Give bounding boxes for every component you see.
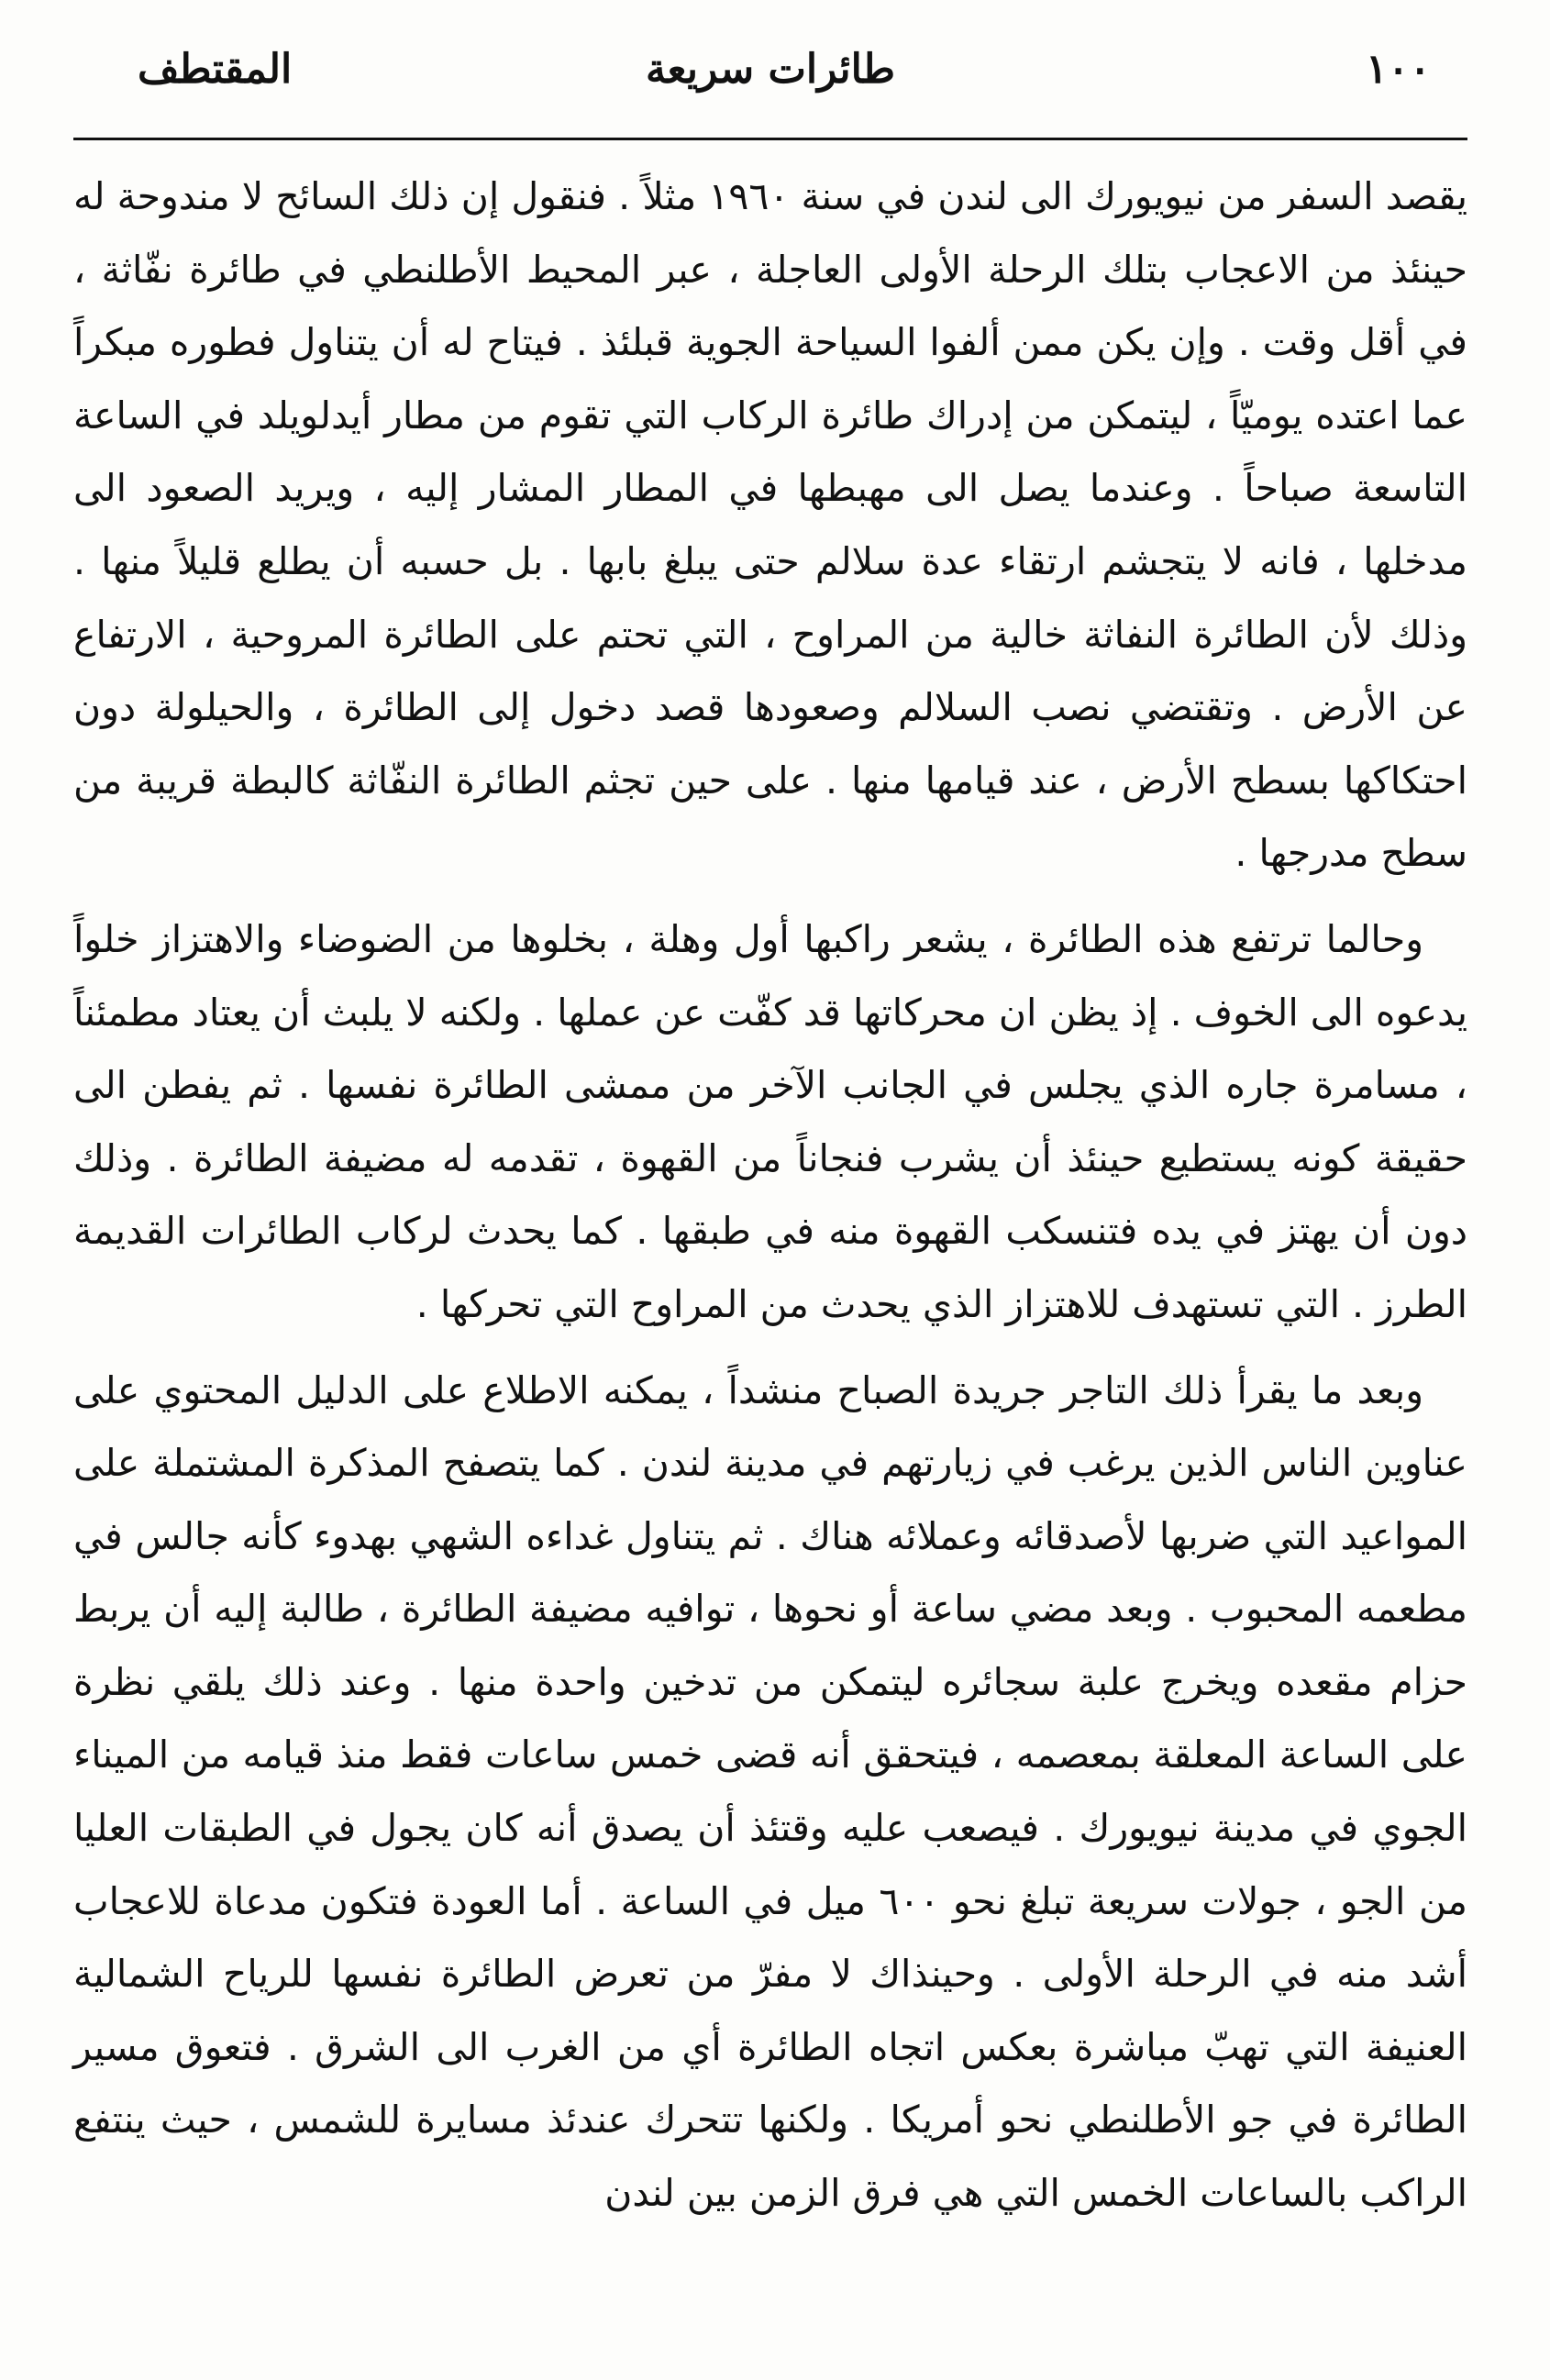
header-rule	[73, 138, 1467, 140]
paragraph	[73, 903, 1467, 1342]
journal-name: المقتطف	[138, 46, 293, 93]
page-header	[73, 46, 1467, 138]
paragraph	[73, 1355, 1467, 2231]
paragraph-text: وبعد ما يقرأ ذلك التاجر جريدة الصباح منشداً ، يمكنه الاطلاع على الدليل المحتوي على عناوين الناس الذين يرغب في زيارتهم في مدينة لندن . كما يتصفح المذكرة المشتملة على المواعيد التي ضربها لأصدقائه وعملائه هناك . ثم يتناول غداءه الشهي بهدوء كأنه جالس في مطعمه المحبوب . وبعد مضي ساعة أو نحوها ، توافيه مضيفة الطائرة ، طالبة إليه أن يربط حزام مقعده ويخرج علبة سجائره ليتمكن من تدخين واحدة منها . وعند ذلك يلقي نظرة على الساعة المعلقة بمعصمه ، فيتحقق أنه قضى خمس ساعات فقط منذ قيامه من الميناء الجوي في مدينة نيويورك . فيصعب عليه وقتئذ أن يصدق أنه كان يجول في الطبقات العليا من الجو ، جولات سريعة تبلغ نحو ٦٠٠ ميل في الساعة . أما العودة فتكون مدعاة للاعجاب أشد منه في الرحلة الأولى . وحينذاك لا مفرّ من تعرض الطائرة نفسها للرياح الشمالية العنيفة التي تهبّ مباشرة بعكس اتجاه الطائرة أي من الغرب الى الشرق . فتعوق مسير الطائرة في جو الأطلنطي نحو أمريكا . ولكنها تتحرك عندئذ مسايرة للشمس ، حيث ينتفع الراكب بالساعات الخمس التي هي فرق الزمن بين لندن	[73, 1367, 1467, 2216]
paragraph-text: وحالما ترتفع هذه الطائرة ، يشعر راكبها أول وهلة ، بخلوها من الضوضاء والاهتزاز خلواً يدعوه الى الخوف . إذ يظن ان محركاتها قد كفّت عن عملها . ولكنه لا يلبث أن يعتاد مطمئناً ، مسامرة جاره الذي يجلس في الجانب الآخر من ممشى الطائرة نفسها . ثم يفطن الى حقيقة كونه يستطيع حينئذ أن يشرب فنجاناً من القهوة ، تقدمه له مضيفة الطائرة . وذلك دون أن يهتز في يده فتنسكب القهوة منه في طبقها . كما يحدث لركاب الطائرات القديمة الطرز . التي تستهدف للاهتزاز الذي يحدث من المراوح التي تحركها .	[73, 916, 1467, 1326]
page-number: ١٠٠	[1366, 46, 1431, 93]
paragraph-text: يقصد السفر من نيويورك الى لندن في سنة ١٩٦٠ مثلاً . فنقول إن ذلك السائح لا مندوحة له حينئذ من الاعجاب بتلك الرحلة الأولى العاجلة ، عبر المحيط الأطلنطي في طائرة نفّاثة ، في أقل وقت . وإن يكن ممن ألفوا السياحة الجوية قبلئذ . فيتاح له أن يتناول فطوره مبكراً عما اعتده يوميّاً ، ليتمكن من إدراك طائرة الركاب التي تقوم من مطار أيدلويلد في الساعة التاسعة صباحاً . وعندما يصل الى مهبطها في المطار المشار إليه ، ويريد الصعود الى مدخلها ، فانه لا يتجشم ارتقاء عدة سلالم حتى يبلغ بابها . بل حسبه أن يطلع قليلاً منها . وذلك لأن الطائرة النفاثة خالية من المراوح ، التي تحتم على الطائرة المروحية ، الارتفاع عن الأرض . وتقتضي نصب السلالم وصعودها قصد دخول إلى الطائرة ، والحيلولة دون احتكاكها بسطح الأرض ، عند قيامها منها . على حين تجثم الطائرة النفّاثة كالبطة قريبة من سطح مدرجها .	[73, 174, 1467, 876]
article-body	[73, 161, 1467, 2231]
running-title: طائرات سريعة	[645, 46, 896, 93]
paragraph	[73, 161, 1467, 891]
